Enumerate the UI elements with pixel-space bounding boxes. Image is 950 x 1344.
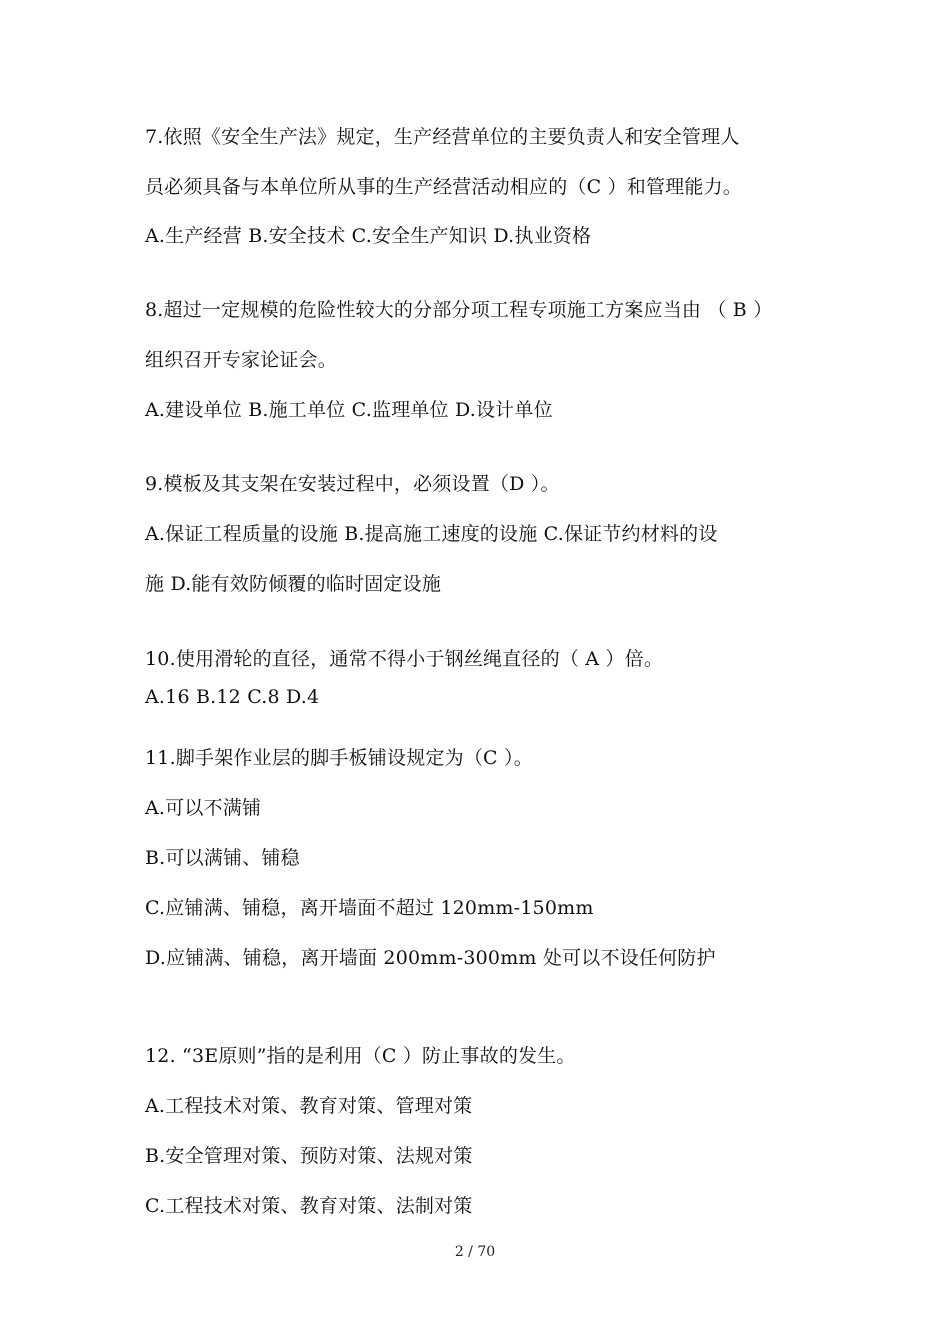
question-12-option-a: A.工程技术对策、教育对策、管理对策 — [145, 1095, 473, 1117]
question-11-option-a: A.可以不满铺 — [145, 797, 262, 819]
question-12-option-b: B.安全管理对策、预防对策、法规对策 — [145, 1145, 473, 1167]
page-indicator: 2 / 70 — [454, 1244, 496, 1260]
question-10-options: A.16 B.12 C.8 D.4 — [145, 686, 320, 708]
question-11-option-c: C.应铺满、铺稳，离开墙面不超过 120mm-150mm — [145, 897, 594, 919]
question-11-option-b: B.可以满铺、铺稳 — [145, 847, 300, 869]
question-7-options: A.生产经营 B.安全技术 C.安全生产知识 D.执业资格 — [145, 225, 592, 247]
question-10-stem: 10.使用滑轮的直径，通常不得小于钢丝绳直径的（ A ）倍。 — [145, 648, 664, 670]
question-11-stem: 11.脚手架作业层的脚手板铺设规定为（C ）。 — [145, 747, 533, 769]
question-9-stem: 9.模板及其支架在安装过程中，必须设置（D ）。 — [145, 473, 560, 495]
question-12-stem: 12. “3E原则”指的是利用（C ）防止事故的发生。 — [145, 1045, 576, 1067]
question-8-stem-line-2: 组织召开专家论证会。 — [145, 349, 338, 371]
question-7-stem-line-2: 员必须具备与本单位所从事的生产经营活动相应的（C ）和管理能力。 — [145, 176, 742, 198]
question-9-options-line-2: 施 D.能有效防倾覆的临时固定设施 — [145, 573, 442, 595]
question-12-option-c: C.工程技术对策、教育对策、法制对策 — [145, 1195, 473, 1217]
question-8-stem-line-1: 8.超过一定规模的危险性较大的分部分项工程专项施工方案应当由 （ B ） — [145, 299, 773, 321]
question-8-options: A.建设单位 B.施工单位 C.监理单位 D.设计单位 — [145, 399, 553, 421]
question-11-option-d: D.应铺满、铺稳，离开墙面 200mm-300mm 处可以不设任何防护 — [145, 947, 716, 969]
question-7-stem-line-1: 7.依照《安全生产法》规定，生产经营单位的主要负责人和安全管理人 — [145, 126, 740, 148]
question-9-options-line-1: A.保证工程质量的设施 B.提高施工速度的设施 C.保证节约材料的设 — [145, 523, 718, 545]
